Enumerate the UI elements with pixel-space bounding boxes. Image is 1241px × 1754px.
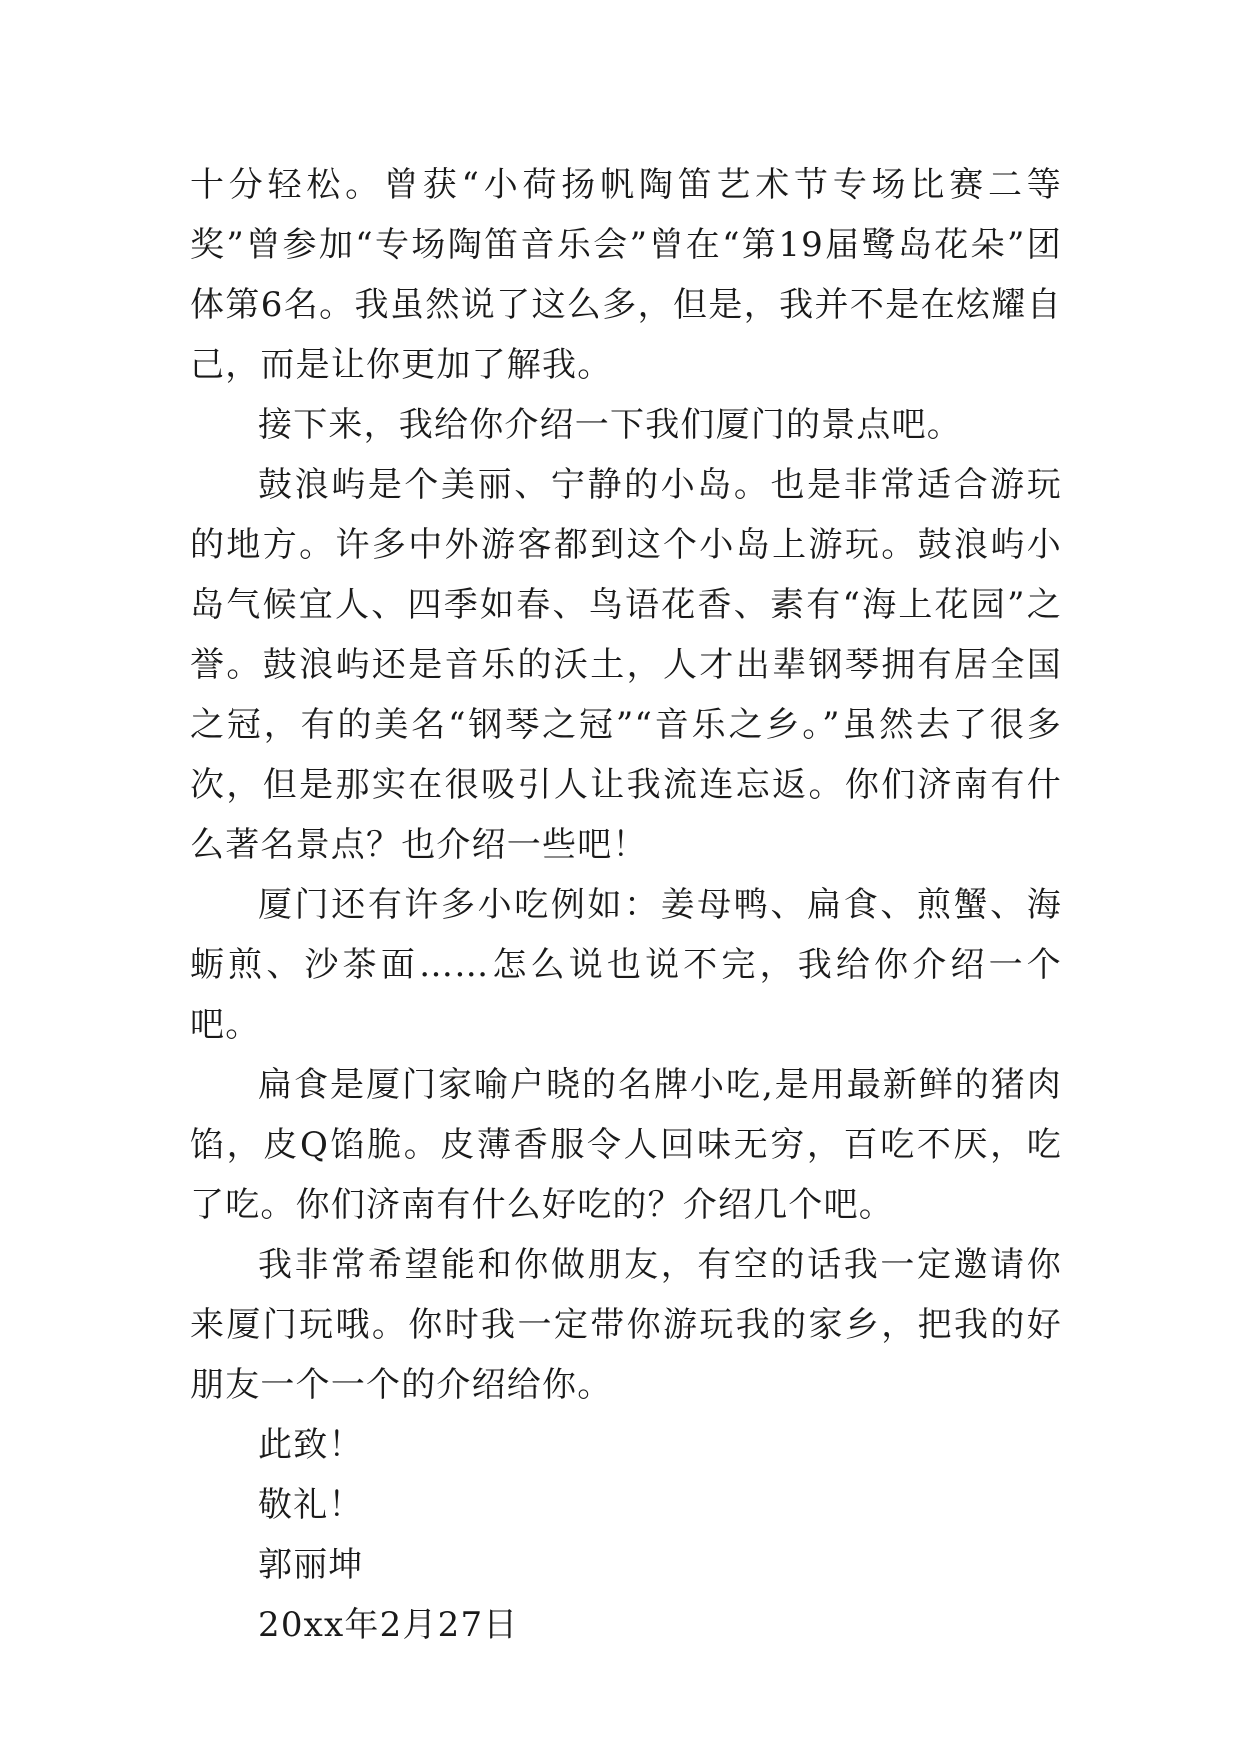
- paragraph-scenic-intro: [190, 395, 1062, 455]
- text-line: 门玩哦。你时我一定带你游玩我的家乡，把我的好朋友一个: [190, 1305, 1062, 1405]
- text-line: 一个的介绍给你。: [330, 1365, 613, 1405]
- text-line: 方。许多中外游客都到这个小岛上游玩。鼓浪屿小岛气候宜: [190, 525, 1062, 625]
- text-line: 十分轻松。曾获“小荷扬帆陶笛艺术节专场比赛二等奖”曾: [190, 165, 1062, 265]
- paragraph-intro-continued: [190, 155, 1062, 395]
- text-line: 鼓浪屿是个美丽、宁静的小岛。也是非常适合游玩的地: [190, 465, 1062, 565]
- text-line: 扁食是厦门家喻户晓的名牌小吃,是用最新鲜的猪肉馅，: [190, 1065, 1062, 1165]
- letter-body: [190, 155, 1062, 1655]
- text-line: 厦门还有许多小吃例如：姜母鸭、扁食、煎蟹、海蛎煎、: [190, 885, 1062, 985]
- signature: 郭丽坤: [258, 1545, 364, 1585]
- text-line: 让你更加了解我。: [330, 345, 613, 385]
- paragraph-snacks: [190, 875, 1062, 1055]
- text-line: 皮Q馅脆。皮薄香服令人回味无穷，百吃不厌，吃了吃。你: [190, 1125, 1062, 1225]
- text-line: 沙茶面……怎么说也说不完，我给你介绍一个吧。: [190, 945, 1062, 1045]
- closing-regards: 敬礼！: [258, 1485, 364, 1525]
- text-line: “钢琴之冠”“音乐之乡。”虽然去了很多次，但是那实在很: [190, 705, 1063, 805]
- closing-salutation: 此致！: [258, 1425, 364, 1465]
- text-line: 接下来，我给你介绍一下我们厦门的景点吧。: [258, 405, 962, 445]
- paragraph-bianshi: [190, 1055, 1062, 1235]
- text-line: 们济南有什么好吃的？介绍几个吧。: [330, 1185, 895, 1225]
- text-line: 人、四季如春、鸟语花香、素有“海上花园”之誉。鼓浪屿: [190, 585, 1062, 685]
- text-line: 些吧！: [542, 825, 648, 865]
- text-line: 还是音乐的沃土，人才出辈钢琴拥有居全国之冠，有的美名: [190, 645, 1062, 745]
- paragraph-gulangyu: [190, 455, 1062, 875]
- paragraph-friendship: [190, 1235, 1062, 1415]
- text-line: 吸引人让我流连忘返。你们济南有什么著名景点？也介绍一: [190, 765, 1062, 865]
- text-line: 名。我虽然说了这么多，但是，我并不是在炫耀自己，而是: [190, 285, 1063, 385]
- text-line: 我非常希望能和你做朋友，有空的话我一定邀请你来厦: [190, 1245, 1062, 1345]
- letter-date: 20xx年2月27日: [258, 1605, 519, 1645]
- text-line: 参加“专场陶笛音乐会”曾在“第19届鹭岛花朵”团体第6: [190, 225, 1062, 325]
